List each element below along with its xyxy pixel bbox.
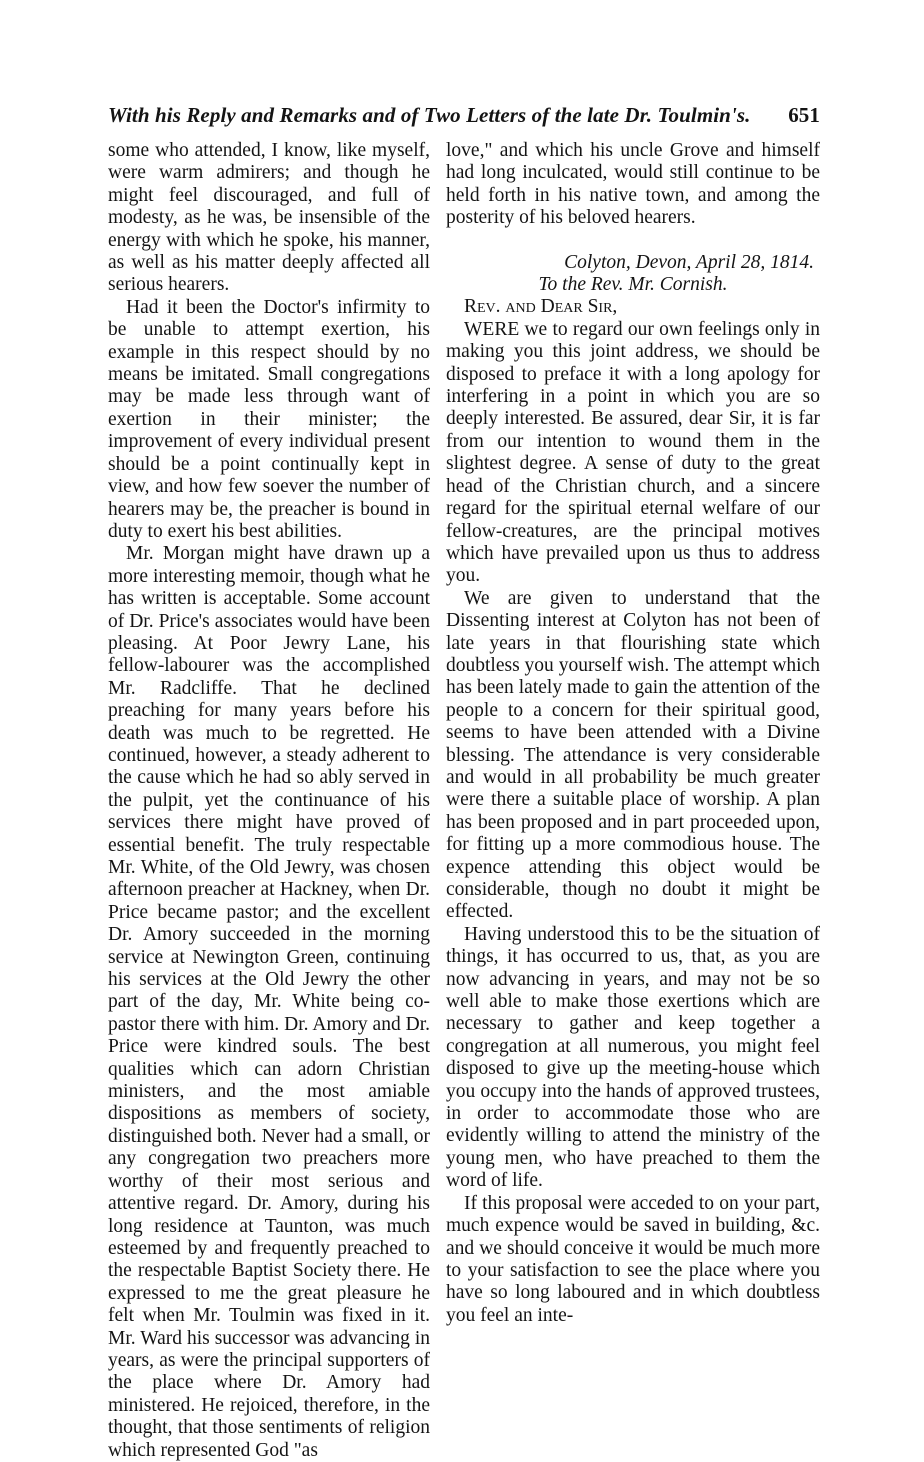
letter-addressee: To the Rev. Mr. Cornish. [538,274,728,296]
paragraph: Having understood this to be the situation of things, it has occurred to us, that, as you are now advancing in years, and may not be so well able to make those exertions which are necessary to gather and keep together a congregation at all numerous, you might feel disposed to give up the meeting-house which you occupy into the hands of approved trustees, in order to accommodate those who are evidently willing to attend the ministry of the young men, who have preached to them the word of life. [446,923,820,1192]
paragraph: If this proposal were acceded to on your part, much expence would be saved in building, &c. and we should conceive it would be much more to your satisfaction to see the place where you have so long laboured and in which doubtless you feel an inte- [446,1192,820,1326]
left-column [108,140,430,1462]
paragraph: WERE we to regard our own feelings only in making you this joint address, we should be disposed to preface it with a long apology for interfering in a point in which you are so deeply interested. Be assured, dear Sir, it is far from our intention to wound them in the slightest degree. A sense of duty to the great head of the Christian church, and a sincere regard for the spiritual eternal welfare of our fellow-creatures, are the principal motives which have prevailed upon us thus to address you. [446,318,820,587]
paragraph: some who attended, I know, like myself, were warm admirers; and though he might feel discouraged, and full of modesty, as he was, be insensible of the energy with which he spoke, his manner, as well as his matter deeply affected all serious hearers. [108,140,430,296]
paragraph: love," and which his uncle Grove and himself had long inculcated, would still continue to be held forth in his native town, and among the posterity of his beloved hearers. [446,140,820,229]
paragraph: We are given to understand that the Dissenting interest at Colyton has not been of late years in that flourishing state which doubtless you yourself wish. The attempt which has been lately made to gain the attention of the people to a concern for their spiritual good, seems to have been attended with a Divine blessing. The attendance is very considerable and would in all probability be much greater were there a suitable place of worship. A plan has been proposed and in part proceeded upon, for fitting up a more commodious house. The expence attending this object would be considerable, though no doubt it might be effected. [446,587,820,923]
letter-dateline: Colyton, Devon, April 28, 1814. [564,251,814,273]
right-column [446,140,820,1327]
page-number: 651 [788,103,820,127]
running-head-title: With his Reply and Remarks and of Two Letters of the late Dr. Toulmin's. [108,103,751,127]
letter-salutation: Rev. and Dear Sir, [464,296,618,318]
paragraph: Mr. Morgan might have drawn up a more interesting memoir, though what he has written is acceptable. Some account of Dr. Price's associates would have been pleasing. At Poor Jewry Lane, his fellow-labourer was the accomplished Mr. Radcliffe. That he declined preaching for many years before his death was much to be regretted. He continued, however, a steady adherent to the cause which he had so ably served in the pulpit, yet the continuance of his services there might have proved of essential benefit. The truly respectable Mr. White, of the Old Jewry, was chosen afternoon preacher at Hackney, when Dr. Price became pastor; and the excellent Dr. Amory succeeded in the morning service at Newington Green, continuing his services at the Old Jewry the other part of the day, Mr. White being co-pastor there with him. Dr. Amory and Dr. Price were kindred souls. The best qualities which can adorn Christian ministers, and the most amiable dispositions as members of society, distinguished both. Never had a small, or any congregation two preachers more worthy of their most serious and attentive regard. Dr. Amory, during his long residence at Taunton, was much esteemed by and frequently preached to the respectable Baptist Society there. He expressed to me the great pleasure he felt when Mr. Toulmin was fixed in it. Mr. Ward his successor was advancing in years, as were the principal supporters of the place where Dr. Amory had ministered. He rejoiced, therefore, in the thought, that those sentiments of religion which represented God "as [108,543,430,1461]
paragraph: Had it been the Doctor's infirmity to be unable to attempt exertion, his example in this respect should by no means be imitated. Small congregations may be made less through want of exertion in their minister; the improvement of every individual present should be a point continually kept in view, and how few soever the number of hearers may be, the preacher is bound in duty to exert his best abilities. [108,296,430,542]
running-head [108,103,820,128]
